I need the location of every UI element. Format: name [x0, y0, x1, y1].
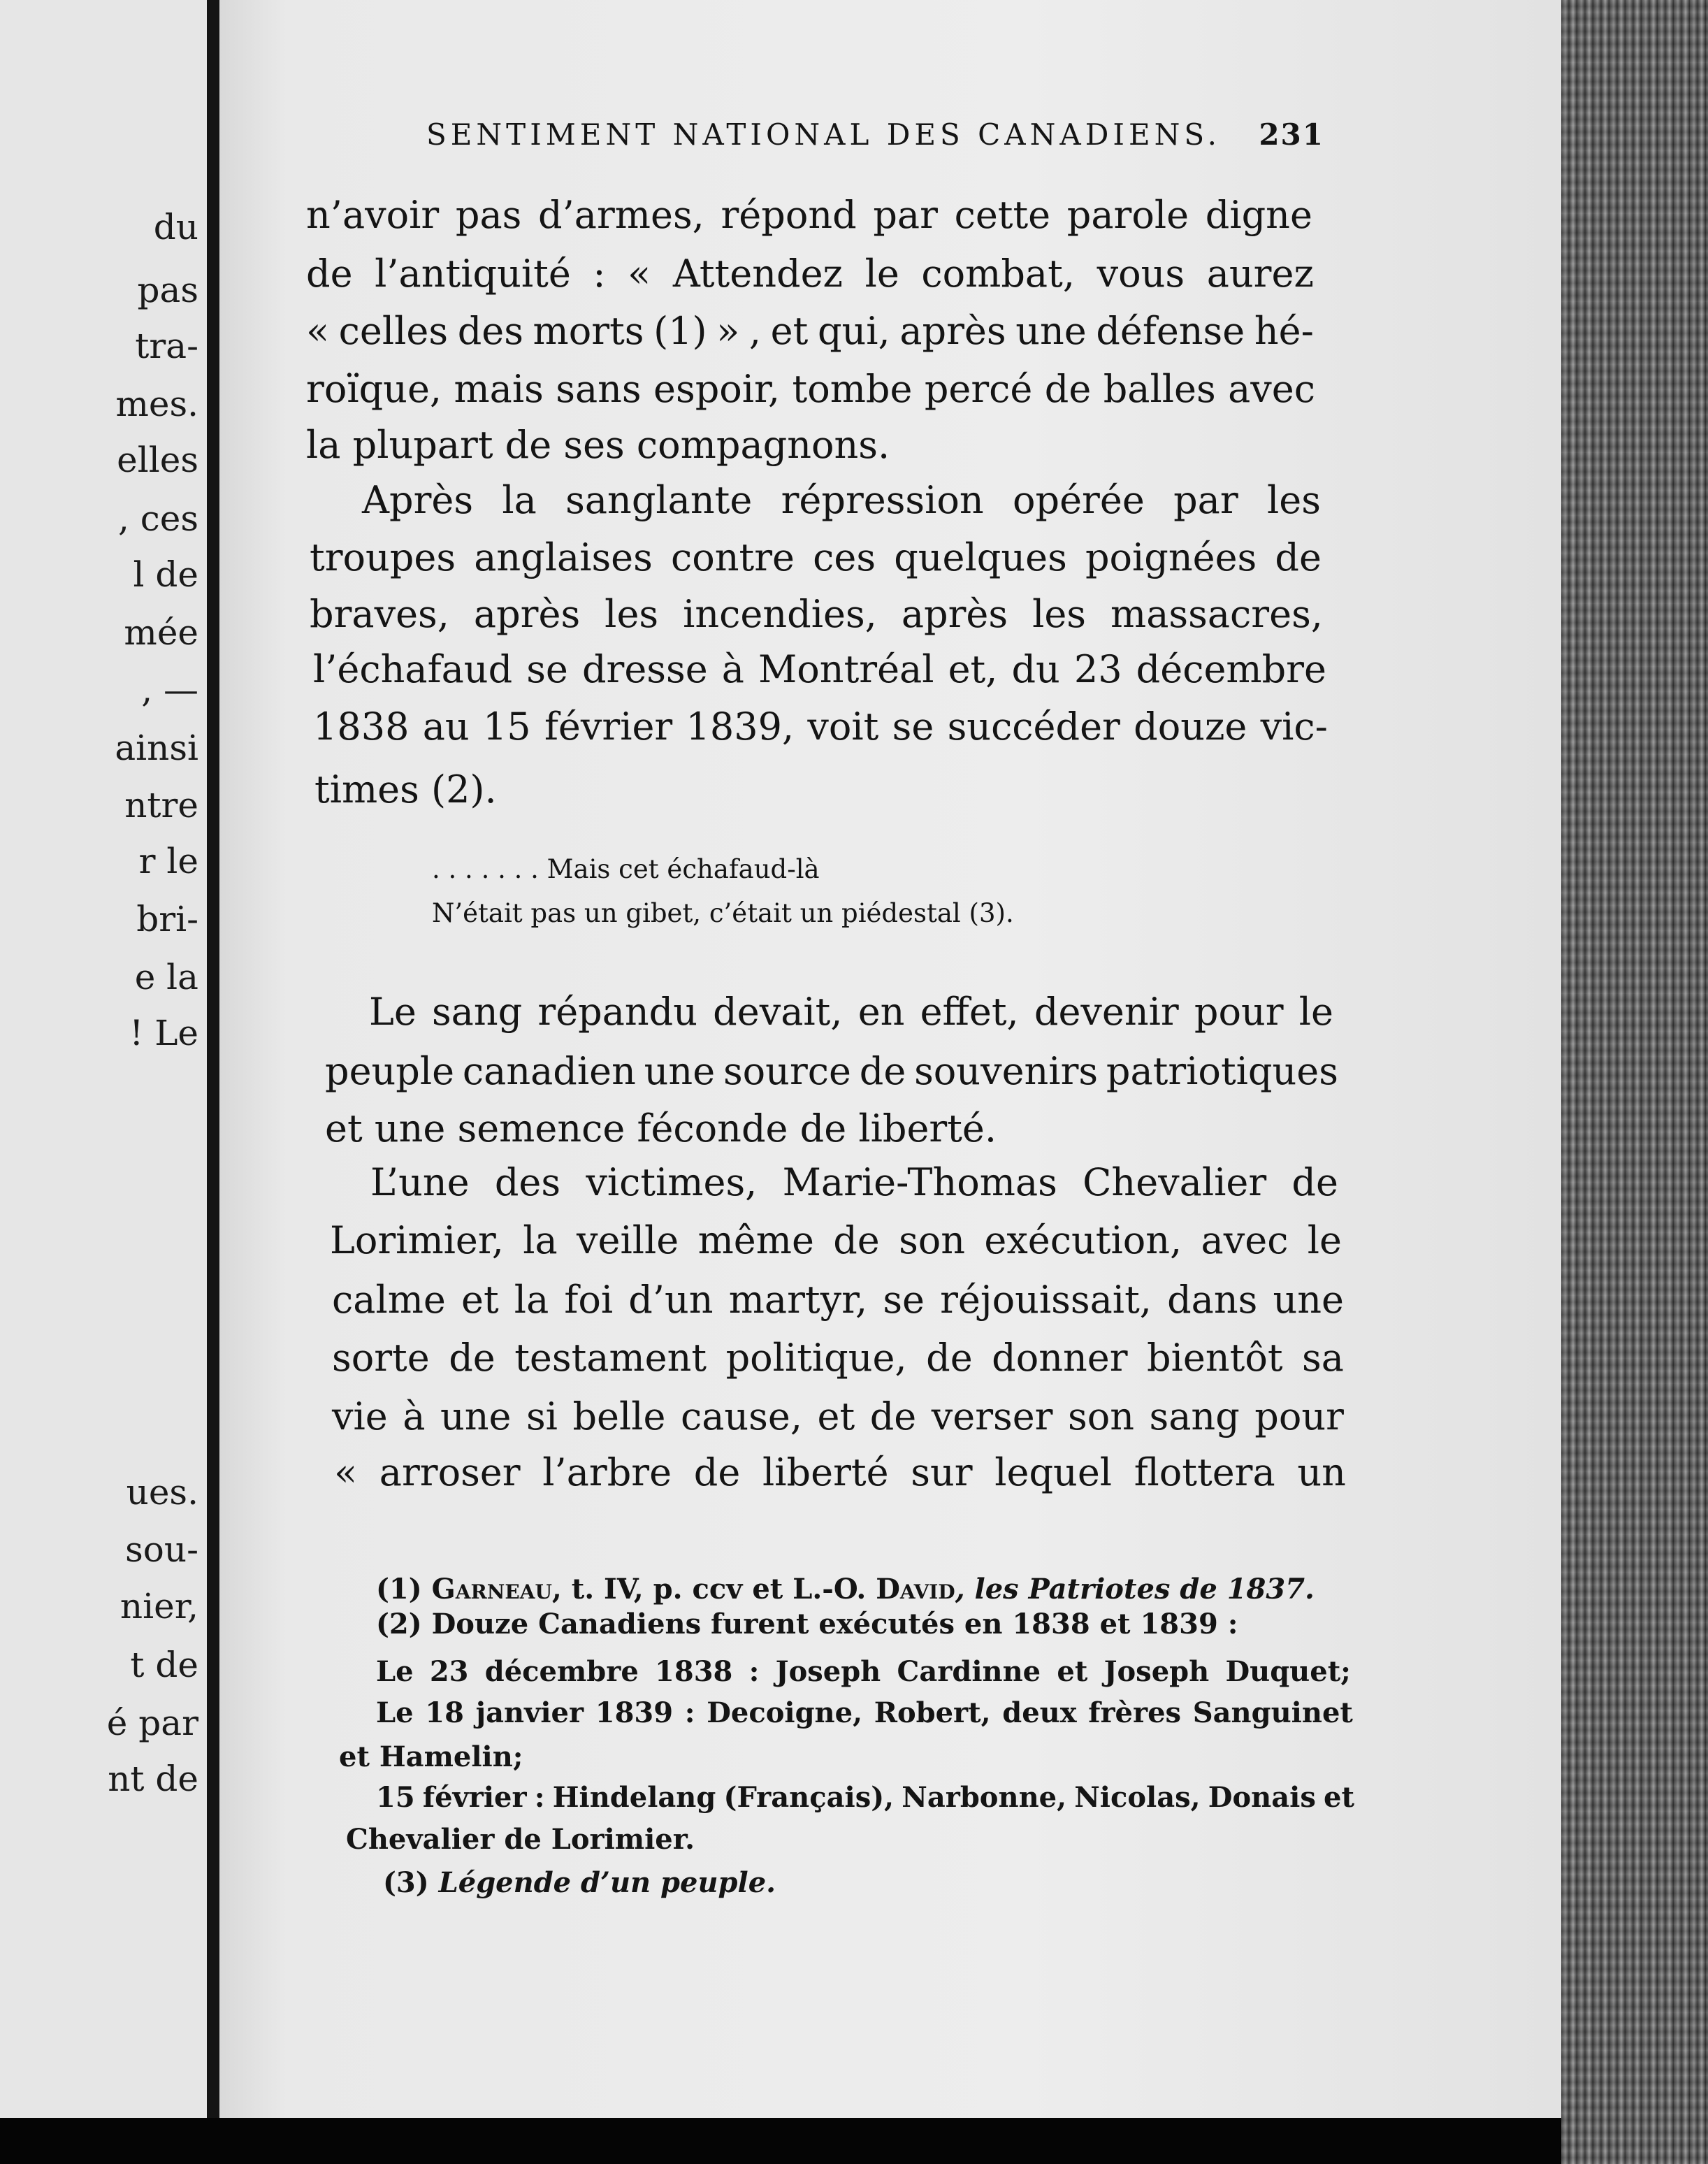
book-edge [1561, 0, 1708, 2164]
body-line: L’une des victimes, Marie-Thomas Chevalier de [370, 1160, 1338, 1204]
body-line: Après la sanglante répression opérée par les [362, 478, 1321, 522]
page-number: 231 [1259, 117, 1324, 152]
body-line: et une semence féconde de liberté. [325, 1106, 997, 1150]
left-fragment: du [153, 207, 198, 247]
left-fragment: bri- [136, 899, 198, 939]
verse-line: N’était pas un gibet, c’était un piédestal (3). [432, 898, 1014, 928]
left-fragment: nier, [120, 1586, 198, 1626]
left-fragment: t de [130, 1645, 198, 1685]
footnote-2-line: Le 23 décembre 1838 : Joseph Cardinne et Joseph Duquet; [376, 1655, 1351, 1688]
footnote-1-title: , les Patriotes de 1837. [955, 1573, 1315, 1606]
body-line: braves, après les incendies, après les massacres, [310, 592, 1323, 636]
body-line: sorte de testament politique, de donner bientôt sa [332, 1336, 1344, 1380]
footnote-3 [383, 1866, 776, 1900]
footnote-2-line: (2) Douze Canadiens furent exécutés en 1838 et 1839 : [376, 1608, 1238, 1640]
body-line: « arroser l’arbre de liberté sur lequel flottera un [334, 1450, 1346, 1494]
footnote-1 [376, 1573, 1315, 1606]
body-line: vie à une si belle cause, et de verser son sang pour [332, 1394, 1344, 1438]
body-line: Lorimier, la veille même de son exécution, avec le [330, 1218, 1342, 1262]
body-line: de l’antiquité : « Attendez le combat, vous aurez [306, 252, 1314, 296]
left-fragment: r le [138, 841, 198, 881]
left-fragment: ues. [126, 1472, 198, 1513]
left-fragment: , — [141, 670, 198, 710]
body-line: 1838 au 15 février 1839, voit se succéder douze vic- [313, 705, 1328, 749]
left-fragment: ainsi [115, 728, 198, 768]
body-line: la plupart de ses compagnons. [306, 423, 890, 467]
verse-line: . . . . . . . Mais cet échafaud-là [432, 854, 820, 884]
body-line: l’échafaud se dresse à Montréal et, du 23 décembre [313, 647, 1326, 691]
body-line: n’avoir pas d’armes, répond par cette parole digne [306, 193, 1312, 237]
left-fragment: ! Le [129, 1013, 198, 1053]
footnote-1-author-2: David [876, 1573, 955, 1606]
footnote-2-line: Chevalier de Lorimier. [346, 1823, 695, 1856]
scan-border [0, 2118, 1561, 2164]
left-fragment: l de [133, 554, 198, 595]
left-facing-page [0, 0, 207, 2118]
body-line: calme et la foi d’un martyr, se réjouissait, dans une [332, 1278, 1344, 1322]
footnote-1-author: Garneau [431, 1573, 552, 1606]
page-gutter [207, 0, 219, 2118]
left-fragment: nt de [108, 1759, 198, 1799]
running-title: SENTIMENT NATIONAL DES CANADIENS. [426, 117, 1222, 152]
footnote-3-title: Légende d’un peuple. [438, 1866, 776, 1899]
body-line: roïque, mais sans espoir, tombe percé de balles avec [306, 367, 1315, 411]
left-fragment: sou- [125, 1529, 198, 1570]
body-line: « celles des morts (1) » , et qui, après une défense hé- [306, 309, 1314, 353]
body-line: peuple canadien une source de souvenirs patriotiques [325, 1049, 1338, 1093]
body-line: troupes anglaises contre ces quelques poignées de [310, 535, 1322, 579]
footnote-2-line: Le 18 janvier 1839 : Decoigne, Robert, deux frères Sanguinet [376, 1696, 1353, 1729]
footnote-1-number: (1) [376, 1573, 422, 1606]
left-fragment: é par [106, 1703, 198, 1743]
left-fragment: pas [137, 270, 198, 310]
body-line: Le sang répandu devait, en effet, devenir pour le [369, 990, 1333, 1034]
footnote-2-line: et Hamelin; [339, 1740, 523, 1773]
body-line: times (2). [314, 767, 497, 811]
footnote-3-number: (3) [383, 1866, 429, 1899]
left-fragment: tra- [135, 326, 198, 366]
left-fragment: mes. [115, 384, 198, 424]
left-fragment: e la [134, 957, 198, 997]
left-fragment: ntre [124, 785, 198, 825]
left-fragment: mée [124, 612, 198, 653]
footnote-2-line: 15 février : Hindelang (Français), Narbonne, Nicolas, Donais et [376, 1781, 1354, 1814]
left-fragment: elles [117, 440, 198, 480]
left-fragment: , ces [117, 498, 198, 539]
footnote-1-ref: , t. IV, p. ccv et L.-O. [551, 1573, 876, 1606]
